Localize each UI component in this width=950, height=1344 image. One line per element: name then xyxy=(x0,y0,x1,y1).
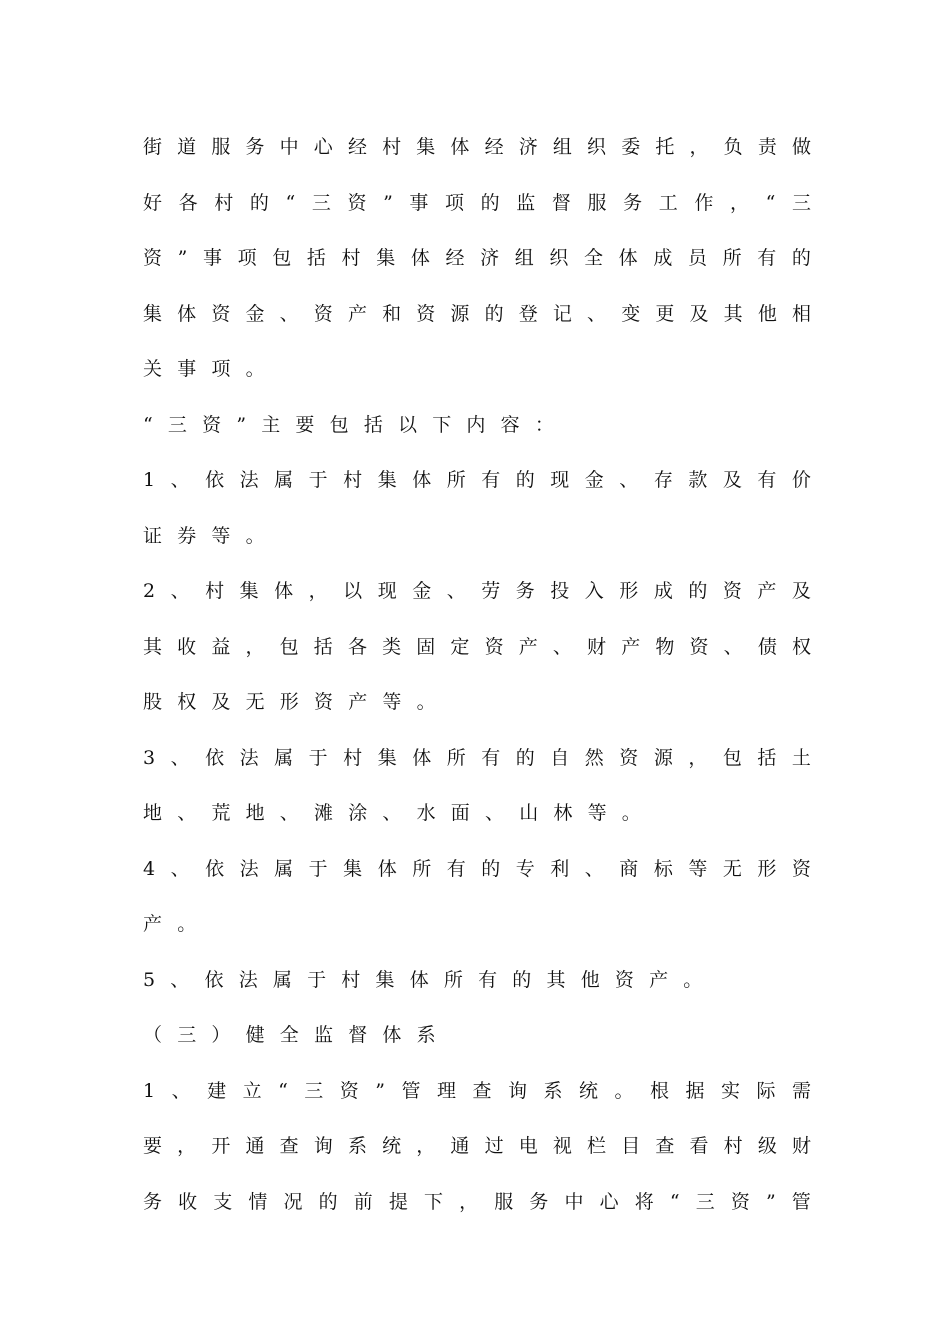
text-line: 1 、 依 法 属 于 村 集 体 所 有 的 现 金 、 存 款 及 有 价 xyxy=(143,469,811,491)
section-heading: （三）健全监督体系 xyxy=(143,1024,451,1046)
text-line: 其 收 益 ， 包 括 各 类 固 定 资 产 、 财 产 物 资 、 债 权 xyxy=(143,635,811,658)
text-line: 1 、 建 立 “ 三 资 ” 管 理 查 询 系 统 。 根 据 实 际 需 xyxy=(143,1079,811,1102)
text-line: 3 、 依 法 属 于 村 集 体 所 有 的 自 然 资 源 ， 包 括 土 xyxy=(143,746,811,769)
text-line: 资 ” 事 项 包 括 村 集 体 经 济 组 织 全 体 成 员 所 有 的 xyxy=(143,247,811,269)
text-line: “三资”主要包括以下内容： xyxy=(143,413,570,436)
text-line: 证券等。 xyxy=(143,524,280,547)
text-line: 街 道 服 务 中 心 经 村 集 体 经 济 组 织 委 托 ， 负 责 做 xyxy=(143,136,811,158)
text-line: 关事项。 xyxy=(143,358,280,380)
text-line: 好 各 村 的 “ 三 资 ” 事 项 的 监 督 服 务 工 作 ， “ 三 xyxy=(143,191,811,214)
text-line: 产。 xyxy=(143,913,212,935)
text-line: 集 体 资 金 、 资 产 和 资 源 的 登 记 、 变 更 及 其 他 相 xyxy=(143,302,811,325)
text-line: 4 、 依 法 属 于 集 体 所 有 的 专 利 、 商 标 等 无 形 资 xyxy=(143,857,811,880)
text-line: 5、依法属于村集体所有的其他资产。 xyxy=(143,968,718,991)
document-body xyxy=(143,120,811,1230)
text-line: 股权及无形资产等。 xyxy=(143,691,451,713)
text-line: 地、荒地、滩涂、水面、山林等。 xyxy=(143,802,657,824)
text-line: 要 ， 开 通 查 询 系 统 ， 通 过 电 视 栏 目 查 看 村 级 财 xyxy=(143,1135,811,1157)
text-line: 务 收 支 情 况 的 前 提 下 ， 服 务 中 心 将 “ 三 资 ” 管 xyxy=(143,1190,811,1213)
text-line: 2 、 村 集 体 ， 以 现 金 、 劳 务 投 入 形 成 的 资 产 及 xyxy=(143,580,811,602)
